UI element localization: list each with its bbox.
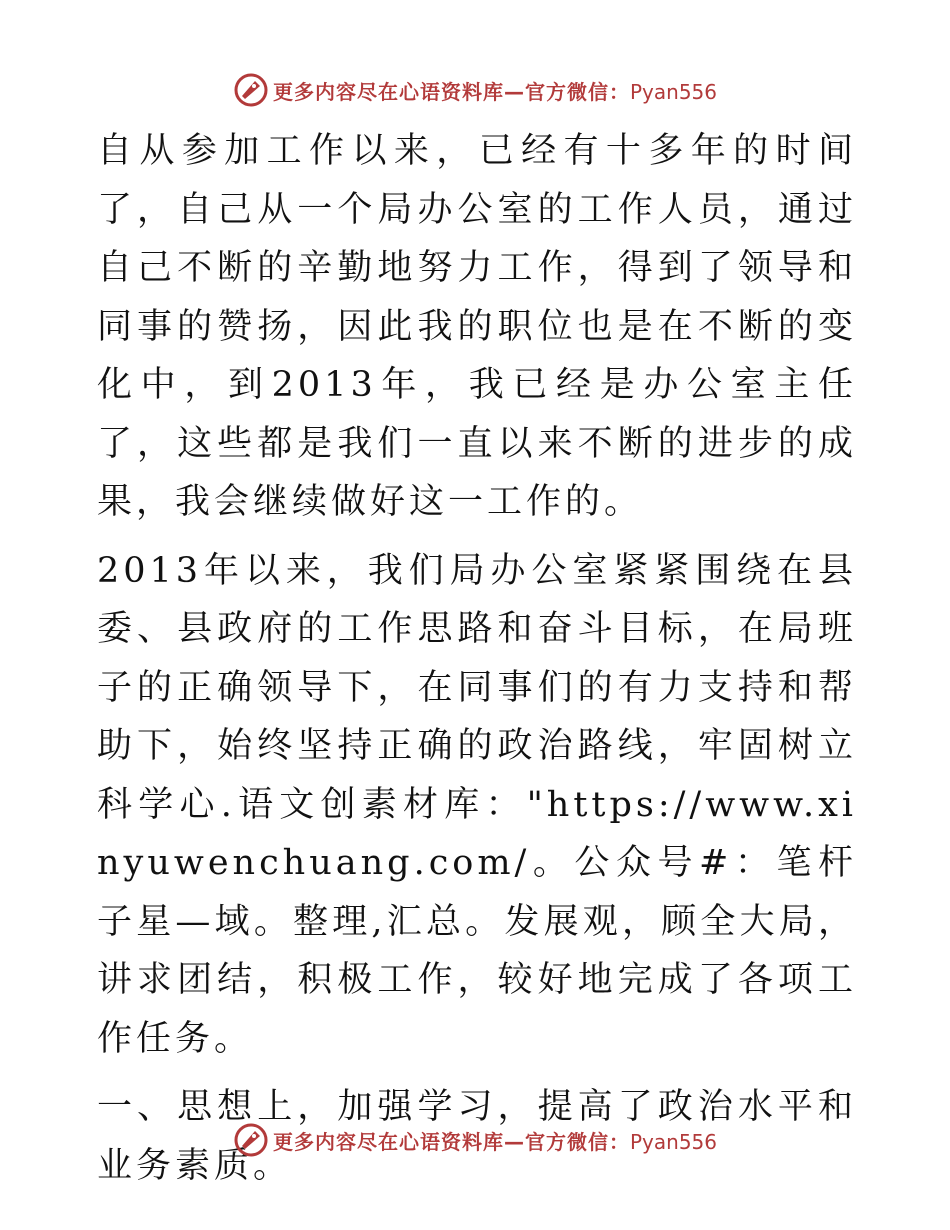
watermark-brand-text: 更多内容尽在心语资料库—官方微信： [272,1129,630,1154]
watermark-wechat-id: Pyan556 [629,1129,717,1154]
watermark-wechat-id: Pyan556 [629,79,717,104]
paragraph-1: 自从参加工作以来，已经有十多年的时间了，自己从一个局办公室的工作人员，通过自己不断的辛勤地努力工作，得到了领导和同事的赞扬，因此我的职位也是在不断的变化中，到2013年，我已经是办公室主任了，这些都是我们一直以来不断的进步的成果，我会继续做好这一工作的。 [97,131,857,522]
watermark-brand-text: 更多内容尽在心语资料库—官方微信： [272,79,630,104]
footer-watermark [0,1120,950,1160]
header-watermark [0,70,950,110]
paragraph-3: 一、思想上，加强学习，提高了政治水平和业务素质。 [97,1087,857,1186]
pen-nib-logo-icon [233,1122,269,1158]
paragraph-2: 2013年以来，我们局办公室紧紧围绕在县委、县政府的工作思路和奋斗目标，在局班子的正确领导下，在同事们的有力支持和帮助下，始终坚持正确的政治路线，牢固树立科学心.语文创素材库："https://www.xinyuwenchuang.com/。公众号#：笔杆子星—域。整理,汇总。发展观，顾全大局，讲求团结，积极工作，较好地完成了各项工作任务。 [97,550,857,1059]
document-body [97,122,857,1205]
pen-nib-logo-icon [233,72,269,108]
